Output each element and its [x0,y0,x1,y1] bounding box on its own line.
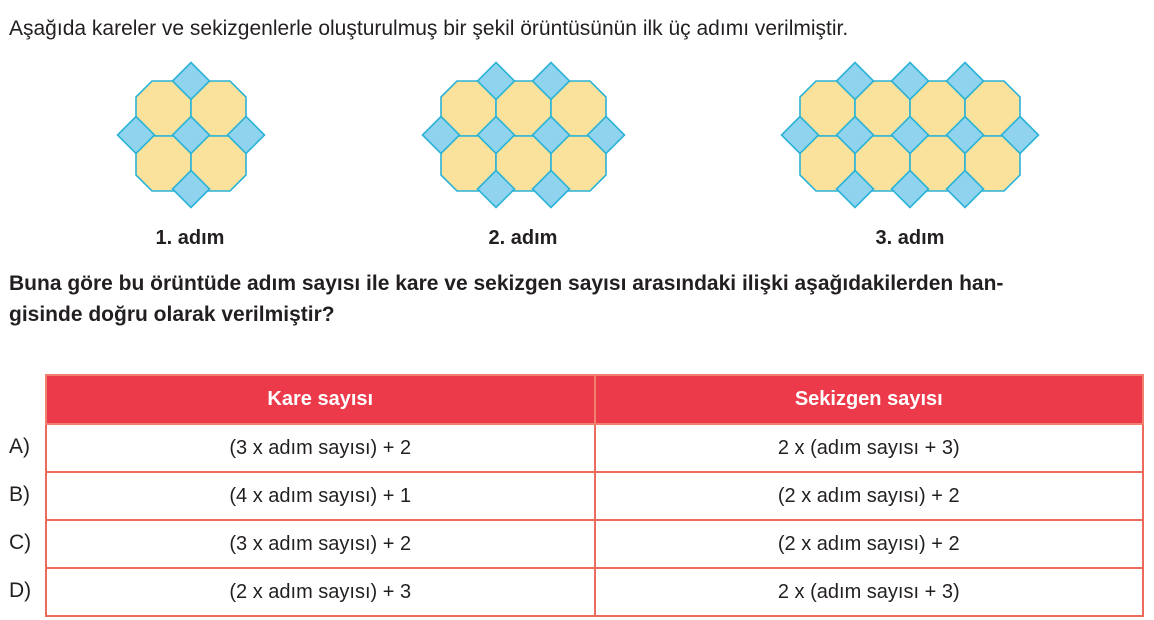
option-d-sekizgen: 2 x (adım sayısı + 3) [595,568,1144,616]
option-d-row[interactable] [46,568,1143,616]
options-table [45,374,1144,617]
header-sekizgen: Sekizgen sayısı [595,375,1144,424]
question-line-2: gisinde doğru olarak verilmiştir? [9,303,335,326]
intro-text: Aşağıda kareler ve sekizgenlerle oluşturulmuş bir şekil örüntüsünün ilk üç adımı verilmiştir. [9,17,849,40]
option-c-sekizgen: (2 x adım sayısı) + 2 [595,520,1144,568]
option-d-letter[interactable]: D) [9,579,32,602]
step-1-figure [118,63,265,208]
header-kare: Kare sayısı [46,375,595,424]
option-a-kare: (3 x adım sayısı) + 2 [46,424,595,472]
table-header-row [46,375,1143,424]
step-3-label: 3. adım [875,227,945,249]
question-text [9,268,1149,330]
option-b-row[interactable] [46,472,1143,520]
option-b-letter[interactable]: B) [9,483,30,506]
option-c-letter[interactable]: C) [9,531,32,554]
option-c-row[interactable] [46,520,1143,568]
question-line-1: Buna göre bu örüntüde adım sayısı ile kare ve sekizgen sayısı arasındaki ilişki aşağıdakilerden han- [9,272,1004,295]
option-d-kare: (2 x adım sayısı) + 3 [46,568,595,616]
option-b-sekizgen: (2 x adım sayısı) + 2 [595,472,1144,520]
step-2-figure [423,63,625,208]
step-2-label: 2. adım [488,227,558,249]
pattern-figures [0,0,1154,260]
option-a-sekizgen: 2 x (adım sayısı + 3) [595,424,1144,472]
step-1-label: 1. adım [155,227,225,249]
option-a-letter[interactable]: A) [9,435,30,458]
option-b-kare: (4 x adım sayısı) + 1 [46,472,595,520]
step-3-figure [782,63,1039,208]
option-c-kare: (3 x adım sayısı) + 2 [46,520,595,568]
option-a-row[interactable] [46,424,1143,472]
